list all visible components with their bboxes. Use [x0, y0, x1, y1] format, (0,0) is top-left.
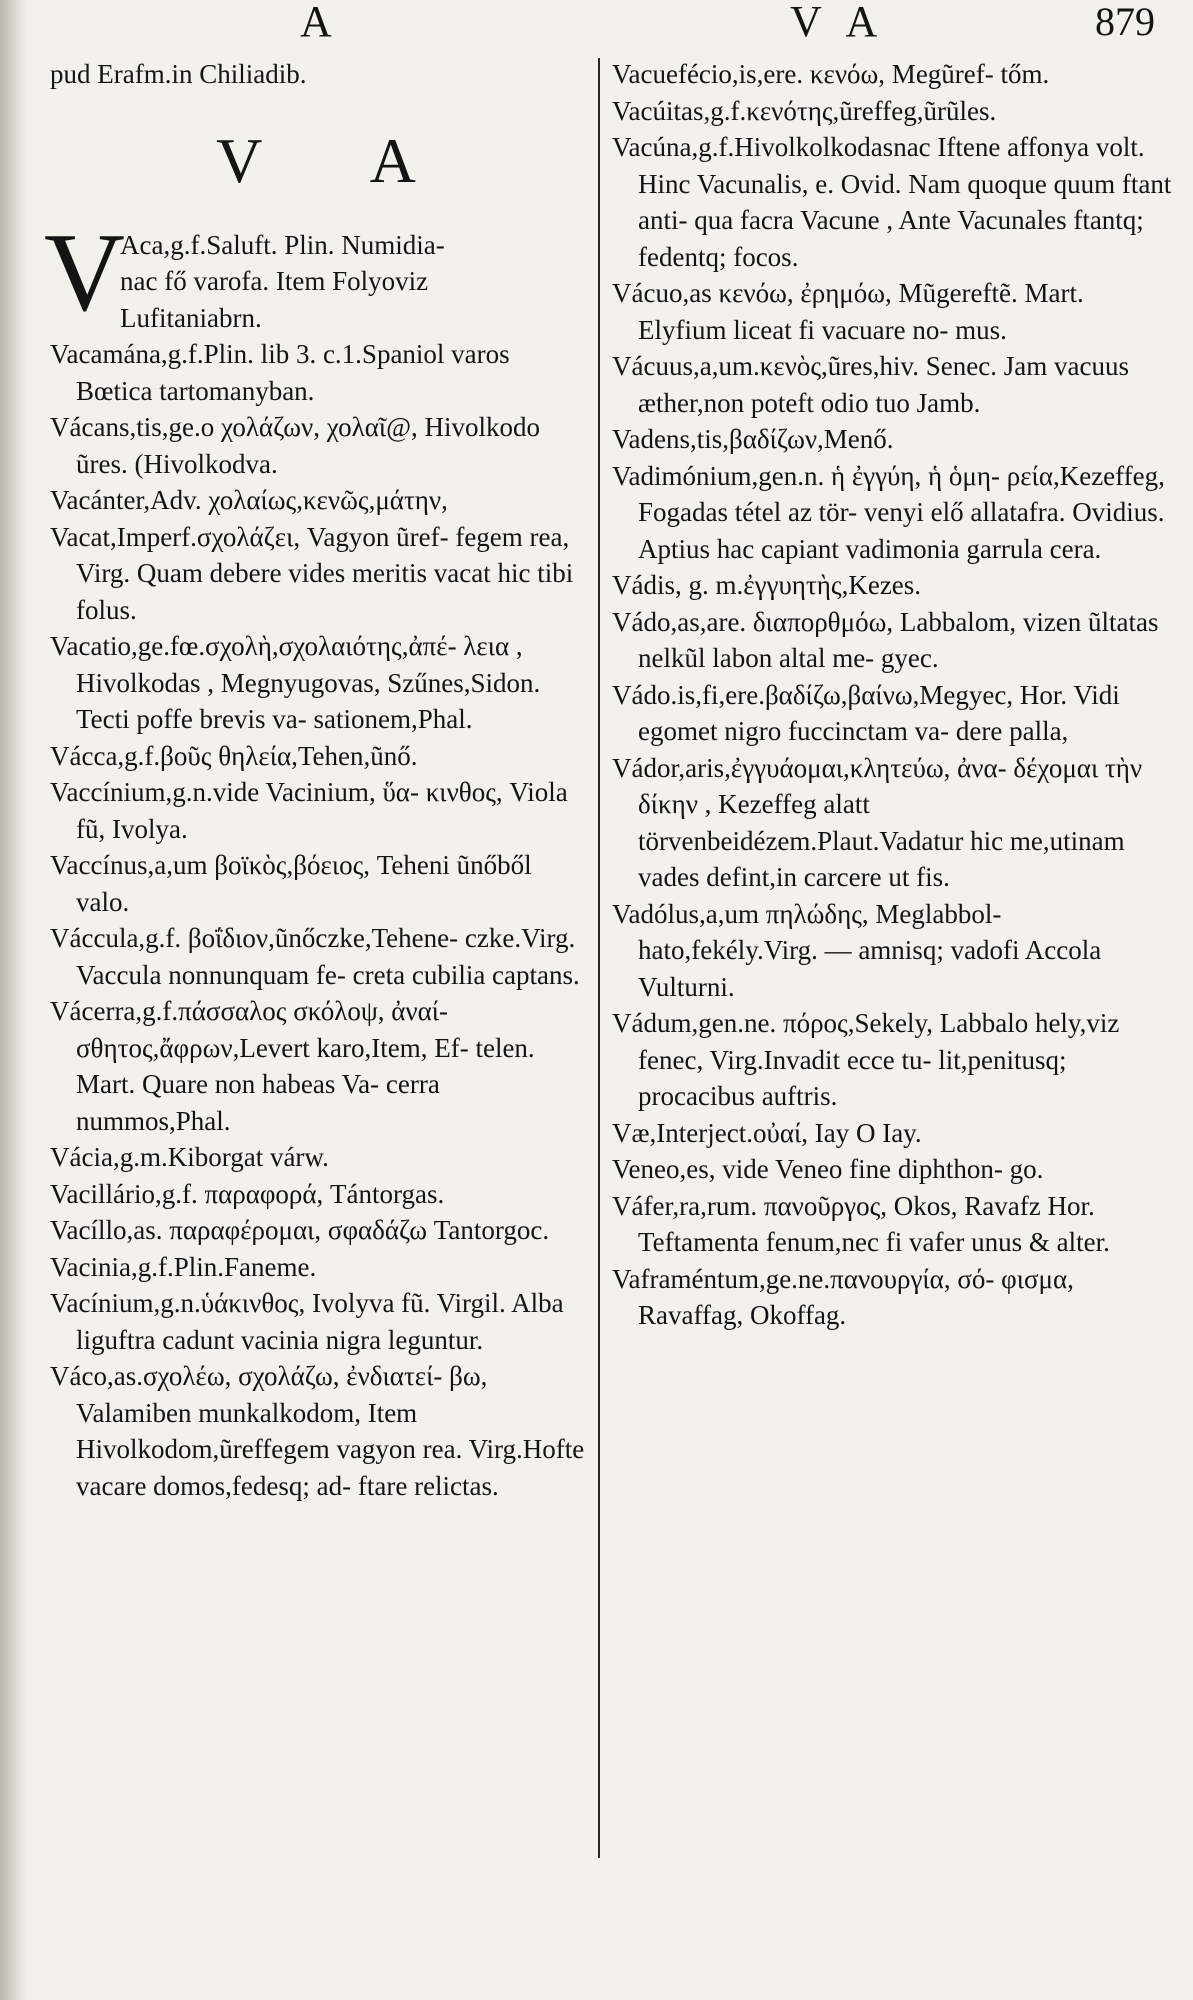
dictionary-entry: Vacúitas,g.f.κενότης,ũreffeg,ũrũles. [612, 95, 997, 126]
page-number: 879 [1095, 0, 1155, 44]
dictionary-entry: Vádum,gen.ne. πόρος,Sekely, Labbalo hely,viz fenec, Virg.Invadit ecce tu- lit,penitusq; procacibus auftris. [612, 1008, 1120, 1111]
dictionary-entry: Vacat,Imperf.σχολάζει, Vagyon ũref- fegem rea, Virg. Quam debere vides meritis vacat hic tibi folus. [50, 521, 574, 625]
column-rule [598, 58, 600, 1858]
page-gutter-shadow [0, 0, 28, 2000]
dictionary-entry: Vádo,as,are. διαπορθμόω, Labbalom, vizen ũltatas nelkũl labon altal me- gyec. [612, 606, 1159, 673]
dictionary-entry: Vacánter,Adv. χολαίως,κενῶς,μάτην, [50, 485, 448, 515]
dictionary-entry: Vacillário,g.f. παραφορά, Tántorgas. [50, 1178, 445, 1209]
running-head-right: V A [790, 0, 886, 46]
running-head-left: A [300, 0, 340, 46]
dictionary-entry: Vácans,tis,ge.o χολάζων, χολαῖ@, Hivolkodo ũres. (Hivolkodva. [50, 412, 541, 479]
dictionary-entry: Vacuefécio,is,ere. κενόω, Megũref- tőm. [612, 59, 1050, 89]
dictionary-entry: Váfer,ra,rum. πανοῦργος, Okos, Ravafz Hor. Teftamenta fenum,nec fi vafer unus & alter. [612, 1190, 1110, 1257]
dictionary-entry: Veneo,es, vide Veneo fine diphthon- go. [612, 1154, 1044, 1184]
dictionary-entry: Váco,as.σχολέω, σχολάζω, ἐνδιατεί- βω, Valamiben munkalkodom, Item Hivolkodom,ũreffegem vagyon rea. Virg.Hofte vacare domos,fedesq; ad- ftare relictas. [50, 1361, 585, 1501]
dictionary-entry: Vadimónium,gen.n. ἡ ἐγγύη, ἡ ὁμη- ρεία,Kezeffeg, Fogadas tétel az tör- venyi elő allatafra. Ovidius. Aptius hac capiant vadimonia garrula cera. [612, 460, 1165, 564]
dictionary-entry: Vádo.is,fi,ere.βαδίζω,βαίνω,Megyec, Hor. Vidi egomet nigro fuccinctam va- dere palla, [612, 679, 1120, 746]
right-column [612, 56, 1172, 1334]
dictionary-entry: Vácia,g.m.Kiborgat várw. [50, 1142, 329, 1172]
dictionary-entry: Vaccínus,a,um βοϊκὸς,βόειος, Teheni ũnőből valo. [50, 850, 532, 917]
dictionary-entry: Vádis, g. m.ἐγγυητὴς,Kezes. [612, 570, 922, 600]
dictionary-entry: Vácuus,a,um.κενὸς,ũres,hiv. Senec. Jam vacuus æther,non poteft odio tuo Jamb. [612, 351, 1129, 418]
dictionary-entry: Vádor,aris,ἐγγυάομαι,κλητεύω, ἀνα- δέχομαι τὴν δίκην , Kezeffeg alatt törvenbeidézem.Plaut.Vadatur hic me,utinam vades defint,in carcere ut fis. [612, 752, 1143, 892]
first-entry-line: Aca,g.f.Saluft. Plin. Numidia- [120, 229, 445, 260]
dictionary-entry: Vácerra,g.f.πάσσαλος σκόλοψ, ἀναί- σθητος,ἄφρων,Levert karo,Item, Ef- telen. Mart. Quare non habeas Va- cerra nummos,Phal. [50, 996, 535, 1136]
dictionary-entry: Vacúna,g.f.Hivolkolkodasnac Iftene affonya volt. Hinc Vacunalis, e. Ovid. Nam quoque quum ftant anti- qua facra Vacune , Ante Vacunales ftantq; fedentq; focos. [612, 132, 1172, 272]
drop-cap: V [44, 210, 125, 335]
dictionary-entry: Vacamána,g.f.Plin. lib 3. c.1.Spaniol varos Bœtica tartomanyban. [50, 339, 510, 406]
first-entry-line: Lufitaniabrn. [120, 302, 262, 333]
dictionary-entry: Vacíllo,as. παραφέρομαι, σφαδάζω Tantorgoc. [50, 1215, 550, 1245]
dictionary-entry: Vácuo,as κενόω, ἐρημόω, Mũgereftẽ. Mart. Elyfium liceat fi vacuare no- mus. [612, 278, 1084, 345]
dictionary-entry: Væ,Interject.οὐαί, Iay O Iay. [612, 1117, 922, 1148]
dictionary-entry: Vaframéntum,ge.ne.πανουργία, σό- φισμα, Ravaffag, Okoffag. [612, 1263, 1074, 1330]
dictionary-entry: Vacinia,g.f.Plin.Faneme. [50, 1251, 317, 1282]
first-entry-line: nac fő varofa. Item Folyoviz [120, 266, 429, 296]
dictionary-entry: Vadólus,a,um πηλώδης, Meglabbol- hato,fekély.Virg. — amnisq; vadofi Accola Vulturni. [612, 898, 1102, 1002]
dictionary-entry: Vácca,g.f.βοῦς θηλεία,Tehen,ũnő. [50, 740, 418, 771]
dictionary-entry: Vacatio,ge.fœ.σχολὴ,σχολαιότης,ἀπέ- λεια , Hivolkodas , Megnyugovas, Szűnes,Sidon. Tecti poffe brevis va- sationem,Phal. [50, 631, 541, 734]
dictionary-entry: Vacínium,g.n.ὑάκινθος, Ivolyva fũ. Virgil. Alba liguftra cadunt vacinia nigra leguntur. [50, 1288, 564, 1355]
continuation-line: pud Erafm.in Chiliadib. [50, 59, 307, 89]
left-column [44, 56, 590, 1504]
dictionary-entry: Váccula,g.f. βοΐδιον,ũnőczke,Tehene- czke.Virg. Vaccula nonnunquam fe- creta cubilia captans. [50, 923, 580, 990]
dictionary-entry: Vadens,tis,βαδίζων,Menő. [612, 424, 894, 454]
section-heading: V A [216, 124, 464, 196]
dictionary-entry: Vaccínium,g.n.vide Vacinium, ὕα- κινθος, Viola fũ, Ivolya. [50, 777, 568, 844]
first-entry [44, 210, 590, 337]
